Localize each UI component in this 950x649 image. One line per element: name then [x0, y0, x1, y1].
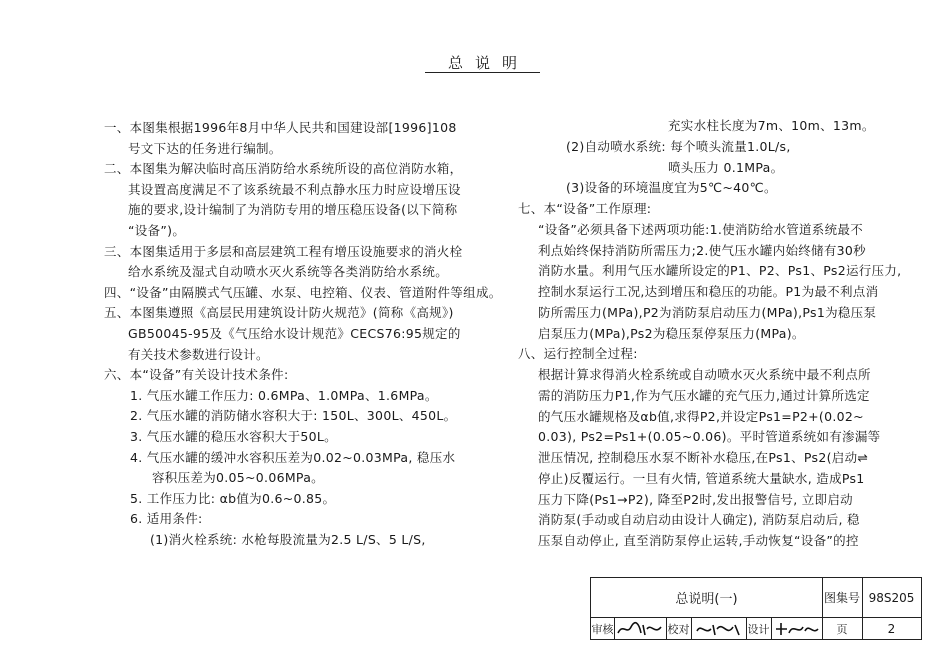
page-label: 页 — [836, 622, 848, 636]
text-line: 容积压差为0.05~0.06MPa。 — [152, 470, 324, 486]
text-line: “设备”)。 — [128, 222, 186, 238]
text-line: 二、本图集为解决临时高压消防给水系统所设的高位消防水箱， — [104, 161, 463, 177]
text-line: 4. 气压水罐的缓冲水容积压差为0.02~0.03MPa, 稳压水 — [130, 449, 456, 465]
text-line: 八、运行控制全过程: — [518, 346, 638, 362]
text-line: 启泵压力(MPa),Ps2为稳压泵停泵压力(MPa)。 — [538, 325, 805, 341]
text-line: 四、“设备”由隔膜式气压罐、水泵、电控箱、仪表、管道附件等组成。 — [104, 284, 502, 300]
text-line: 七、本“设备”工作原理: — [518, 201, 652, 216]
title-block — [590, 577, 922, 640]
atlas-no-label: 图集号 — [823, 591, 860, 605]
text-line: 三、本图集适用于多层和高层建筑工程有增压设施要求的消火栓 — [104, 243, 463, 259]
text-line: 控制水泵运行工况,达到增压和稳压的功能。P1为最不利点消 — [538, 284, 879, 299]
text-line: “设备”必须具备下述两项功能:1.使消防给水管道系统最不 — [538, 221, 863, 237]
sheet-title: 总说明(一) — [675, 592, 738, 607]
text-line: 压泵自动停止, 直至消防泵停止运转,手动恢复“设备”的控 — [538, 533, 859, 548]
text-line: 根据计算求得消火栓系统或自动喷水灭火系统中最不利点所 — [538, 367, 871, 382]
text-line: 3. 气压水罐的稳压水容积大于50L。 — [130, 428, 337, 444]
text-line: 压力下降(Ps1→P2), 降至P2时,发出报警信号, 立即启动 — [538, 491, 853, 507]
text-line: 给水系统及湿式自动喷水灭火系统等各类消防给水系统。 — [128, 264, 449, 280]
text-line: 消防泵(手动或自动启动由设计人确定), 消防泵启动后, 稳 — [538, 512, 860, 528]
text-line: 六、本“设备”有关设计技术条件: — [104, 367, 289, 383]
text-line: 利点始终保持消防所需压力;2.使气压水罐内始终储有30秒 — [538, 242, 866, 258]
text-line: (1)消火栓系统: 水枪每股流量为2.5 L/S、5 L/S, — [150, 531, 426, 547]
text-line: 0.03), Ps2=Ps1+(0.05~0.06)。平时管道系统如有渗漏等 — [538, 429, 881, 445]
text-line: 5. 工作压力比: αb值为0.6~0.85。 — [130, 490, 336, 506]
page-title: 总说明 — [447, 54, 529, 72]
text-line: GB50045-95及《气压给水设计规范》CECS76:95规定的 — [128, 325, 461, 341]
design-label: 设计 — [747, 622, 770, 636]
text-line: 喷头压力 0.1MPa。 — [668, 159, 784, 175]
text-line: 消防水量。利用气压水罐所设定的P1、P2、Ps1、Ps2运行压力, — [538, 263, 902, 279]
text-line: 施的要求,设计编制了为消防专用的增压稳压设备(以下简称 — [128, 202, 458, 218]
check-label: 校对 — [667, 622, 690, 636]
text-line: 2. 气压水罐的消防储水容积大于: 150L、300L、450L。 — [130, 408, 457, 424]
review-label: 审核 — [591, 622, 614, 636]
text-line: 防所需压力(MPa),P2为消防泵启动压力(MPa),Ps1为稳压泵 — [538, 304, 877, 320]
text-line: 其设置高度满足不了该系统最不利点静水压力时应设增压设 — [128, 181, 461, 197]
text-line: 的气压水罐规格及αb值,求得P2,并设定Ps1=P2+(0.02~ — [538, 408, 864, 424]
text-line: 有关技术参数进行设计。 — [128, 346, 269, 362]
title-underline — [425, 72, 540, 73]
text-line: (2)自动喷水系统: 每个喷头流量1.0L/s, — [566, 138, 791, 154]
text-line: 五、本图集遵照《高层民用建筑设计防火规范》(简称《高规》) — [104, 305, 454, 321]
text-line: 泄压情况, 控制稳压水泵不断补水稳压,在Ps1、Ps2(启动⇌ — [538, 450, 869, 465]
signature-designer — [771, 618, 822, 639]
text-line: 停止)反覆运行。一旦有火情, 管道系统大量缺水, 造成Ps1 — [538, 470, 865, 486]
text-line: 需的消防压力P1,作为气压水罐的充气压力,通过计算所选定 — [538, 387, 870, 403]
text-line: 一、本图集根据1996年8月中华人民共和国建设部[1996]108 — [104, 120, 457, 135]
atlas-no: 98S205 — [868, 590, 915, 605]
signature-checker — [691, 618, 746, 639]
text-line: 1. 气压水罐工作压力: 0.6MPa、1.0MPa、1.6MPa。 — [130, 387, 438, 403]
signature-reviewer — [614, 618, 666, 639]
text-line: 6. 适用条件: — [130, 511, 203, 527]
text-line: (3)设备的环境温度宜为5℃~40℃。 — [566, 180, 777, 196]
right-column — [0, 116, 900, 552]
text-line: 号文下达的任务进行编制。 — [128, 140, 282, 156]
text-line: 充实水柱长度为7m、10m、13m。 — [668, 118, 875, 133]
page-number: 2 — [887, 621, 896, 636]
